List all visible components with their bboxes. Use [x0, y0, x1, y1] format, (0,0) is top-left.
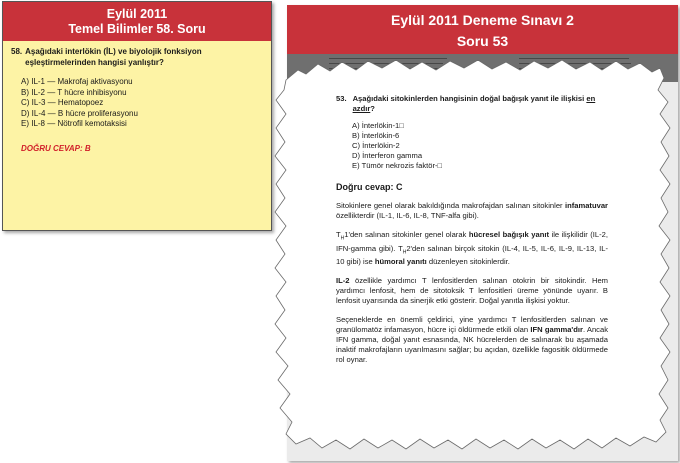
explanation-paragraph-4: Seçeneklerde en önemli çeldirici, yine yardımcı T lenfositlerden salınan ve granülomatöz infamasyon, hücre içi öldürmede etkili olan IFN gamma'dır. Ancak IFN gamma, doğal yanıt esnasında, NK hücrelerden de salınarak bu aşamada inaktif makrofajların uyarılmasını sağlar; bu açıdan, özellikle fagositik öldürmede rol oynar. [336, 315, 608, 365]
question-text-part: Aşağıdaki sitokinlerden hangisinin doğal bağışık yanıt ile ilişkisi [352, 94, 587, 103]
left-question-text: Aşağıdaki interlökin (İL) ve biyolojik fonksiyon eşleştirmelerinden hangisi yanlıştır? [25, 47, 202, 67]
paper-option-d: D) İnterferon gamma [352, 151, 423, 160]
question-underlined: en azdır [352, 94, 596, 113]
left-card-header [3, 2, 271, 41]
torn-paper-answer [272, 58, 676, 454]
paper-options [352, 121, 608, 171]
paper-option-a: A) İnterlökin-1□ [352, 121, 404, 130]
explanation-paragraph-1: Sitokinlere genel olarak bakıldığında makrofajdan salınan sitokinler infamatuvar özellikterdir (IL-1, IL-6, IL-8, TNF-alfa gibi). [336, 201, 608, 220]
paper-question [336, 94, 608, 114]
left-question-card [2, 1, 272, 231]
right-panel-title: Eylül 2011 Deneme Sınavı 2 [391, 12, 574, 28]
paper-option-c: C) İnterlökin-2 [352, 141, 400, 150]
right-panel-header [287, 5, 678, 54]
left-options [21, 77, 263, 130]
left-option-c: C) IL-3 — Hematopoez [21, 98, 104, 107]
left-card-title: Eylül 2011 [106, 7, 168, 21]
left-card-body [3, 41, 271, 154]
left-card-subtitle: Temel Bilimler 58. Soru [68, 22, 206, 36]
paper-option-e: E) Tümör nekrozis faktör-□ [352, 161, 443, 170]
paper-option-b: B) İnterlökin-6 [352, 131, 400, 140]
left-question [11, 47, 263, 68]
explanation-paragraph-2: $T_H1'den$ salınan sitokinler genel olarak hücresel bağışık yanıt ile ilişkilidir (IL-2, IFN-gamma gibi). $T_H2'den$ salınan birçok sitokin (IL-4, IL-5, IL-6, IL-9, IL-13, IL-10 gibi) ise hümoral yanıtı düzenleyen sitokinlerdir. [336, 230, 608, 267]
left-correct-answer: DOĞRU CEVAP: B [21, 143, 91, 153]
paper-question-text [353, 94, 608, 114]
explanation-paragraph-3: IL-2 özellikle yardımcı T lenfositlerden salınan otokrin bir sitokindir. Hem yardımcı lenfosit, hem de sitotoksik T lenfositleri üreme yönünde uyarır. B lenfosit uyarısında da sinerjik etki gösterir. Doğal yanıtla ilişkisi yoktur. [336, 276, 608, 306]
question-text-end: ? [370, 104, 375, 113]
left-option-e: E) IL-8 — Nötrofil kemotaksisi [21, 119, 127, 128]
correct-answer-heading: Doğru cevap: C [336, 182, 403, 192]
left-option-b: B) IL-2 — T hücre inhibisyonu [21, 87, 127, 97]
left-option-d: D) IL-4 — B hücre proliferasyonu [21, 108, 138, 118]
left-option-a: A) IL-1 — Makrofaj aktivasyonu [21, 77, 133, 86]
right-panel-subtitle: Soru 53 [456, 33, 509, 49]
answer-content [336, 94, 608, 365]
left-question-number: 58. [11, 47, 23, 56]
paper-question-number: 53. [336, 94, 347, 103]
